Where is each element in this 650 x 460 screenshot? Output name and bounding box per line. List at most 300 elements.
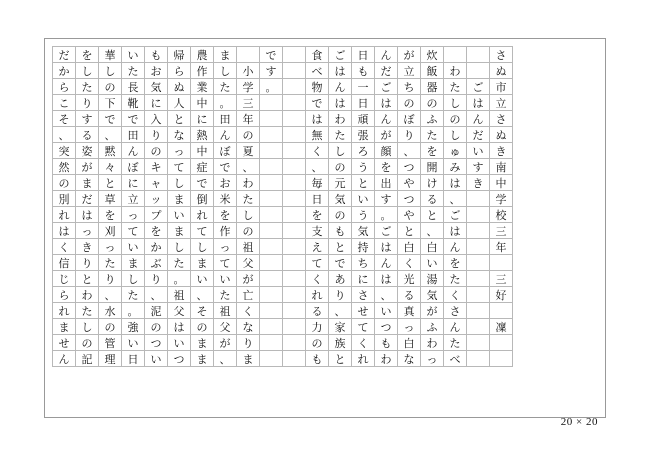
manuscript-cell[interactable]: っ [397,318,421,335]
manuscript-cell[interactable]: 亡 [236,286,260,303]
manuscript-cell[interactable]: の [190,318,214,335]
manuscript-cell[interactable]: 無 [305,126,329,143]
manuscript-cell[interactable] [466,222,490,239]
manuscript-cell[interactable] [466,254,490,271]
manuscript-cell[interactable]: て [305,254,329,271]
manuscript-cell[interactable]: た [443,334,467,351]
manuscript-cell[interactable]: そ [52,110,76,127]
manuscript-cell[interactable]: き [489,142,513,159]
manuscript-cell[interactable]: 祖 [236,238,260,255]
manuscript-cell[interactable]: ぬ [489,62,513,79]
manuscript-cell[interactable]: が [374,126,398,143]
manuscript-cell[interactable]: 年 [236,110,260,127]
manuscript-cell[interactable]: る [420,190,444,207]
manuscript-cell[interactable]: べ [443,350,467,367]
manuscript-cell[interactable]: す [259,62,283,79]
manuscript-cell[interactable]: 、 [397,142,421,159]
manuscript-cell[interactable] [259,206,283,223]
manuscript-cell[interactable]: 倒 [190,190,214,207]
manuscript-cell[interactable] [282,110,306,127]
manuscript-cell[interactable]: ぼ [397,110,421,127]
manuscript-cell[interactable]: 器 [420,78,444,95]
manuscript-cell[interactable]: 刈 [98,222,122,239]
manuscript-cell[interactable]: つ [167,350,191,367]
manuscript-cell[interactable]: て [213,254,237,271]
manuscript-cell[interactable]: 、 [213,350,237,367]
manuscript-cell[interactable]: 三 [489,270,513,287]
manuscript-cell[interactable]: く [236,302,260,319]
manuscript-cell[interactable]: 日 [351,94,375,111]
manuscript-cell[interactable]: 強 [121,318,145,335]
manuscript-cell[interactable] [282,334,306,351]
manuscript-cell[interactable]: な [167,126,191,143]
manuscript-cell[interactable] [259,190,283,207]
manuscript-cell[interactable]: と [328,350,352,367]
manuscript-cell[interactable]: や [397,206,421,223]
manuscript-cell[interactable]: い [351,190,375,207]
manuscript-cell[interactable]: で [121,110,145,127]
manuscript-cell[interactable]: た [443,270,467,287]
manuscript-cell[interactable]: ん [52,350,76,367]
manuscript-cell[interactable]: 族 [328,334,352,351]
manuscript-cell[interactable]: ふ [420,318,444,335]
manuscript-cell[interactable]: ッ [144,190,168,207]
manuscript-cell[interactable] [489,334,513,351]
manuscript-cell[interactable] [282,174,306,191]
manuscript-cell[interactable]: ご [374,222,398,239]
manuscript-cell[interactable]: ぼ [213,142,237,159]
manuscript-cell[interactable] [282,62,306,79]
manuscript-cell[interactable]: を [443,254,467,271]
manuscript-cell[interactable]: 。 [374,206,398,223]
manuscript-cell[interactable]: 父 [167,302,191,319]
manuscript-cell[interactable]: 、 [420,222,444,239]
manuscript-cell[interactable]: は [75,206,99,223]
manuscript-cell[interactable] [466,286,490,303]
manuscript-cell[interactable]: 水 [98,302,122,319]
manuscript-cell[interactable]: し [167,238,191,255]
manuscript-cell[interactable]: を [305,206,329,223]
manuscript-cell[interactable]: 泥 [144,302,168,319]
manuscript-cell[interactable]: で [213,158,237,175]
manuscript-cell[interactable]: せ [52,334,76,351]
manuscript-cell[interactable]: し [443,126,467,143]
manuscript-cell[interactable]: で [305,94,329,111]
manuscript-cell[interactable]: は [443,222,467,239]
manuscript-cell[interactable]: い [121,334,145,351]
manuscript-cell[interactable]: 白 [397,238,421,255]
manuscript-cell[interactable] [282,350,306,367]
manuscript-cell[interactable]: つ [144,334,168,351]
manuscript-cell[interactable]: く [397,254,421,271]
manuscript-cell[interactable]: の [144,318,168,335]
manuscript-cell[interactable]: 中 [190,94,214,111]
manuscript-cell[interactable]: ま [167,222,191,239]
manuscript-cell[interactable]: 、 [144,286,168,303]
manuscript-cell[interactable]: だ [52,46,76,63]
manuscript-cell[interactable]: の [75,334,99,351]
manuscript-cell[interactable]: 突 [52,142,76,159]
manuscript-cell[interactable]: 張 [351,126,375,143]
manuscript-cell[interactable]: く [443,286,467,303]
manuscript-cell[interactable]: 日 [351,46,375,63]
manuscript-cell[interactable]: は [52,222,76,239]
manuscript-cell[interactable]: 草 [98,190,122,207]
manuscript-cell[interactable]: は [374,94,398,111]
manuscript-cell[interactable]: も [144,46,168,63]
manuscript-cell[interactable]: ご [328,46,352,63]
manuscript-cell[interactable]: う [351,158,375,175]
manuscript-cell[interactable]: で [328,254,352,271]
manuscript-cell[interactable]: の [98,318,122,335]
manuscript-cell[interactable]: 父 [213,318,237,335]
manuscript-cell[interactable] [282,254,306,271]
manuscript-cell[interactable]: し [98,62,122,79]
manuscript-cell[interactable]: 靴 [121,94,145,111]
manuscript-cell[interactable]: は [374,270,398,287]
manuscript-cell[interactable]: わ [374,350,398,367]
manuscript-cell[interactable]: だ [374,62,398,79]
manuscript-cell[interactable] [282,318,306,335]
manuscript-cell[interactable]: ん [466,110,490,127]
manuscript-cell[interactable]: り [75,94,99,111]
manuscript-cell[interactable]: く [305,142,329,159]
manuscript-cell[interactable]: 理 [98,350,122,367]
manuscript-cell[interactable]: が [397,46,421,63]
manuscript-cell[interactable]: と [98,174,122,191]
manuscript-cell[interactable]: も [351,62,375,79]
manuscript-cell[interactable] [259,270,283,287]
manuscript-cell[interactable] [259,350,283,367]
manuscript-cell[interactable]: も [328,222,352,239]
manuscript-cell[interactable]: 頑 [351,110,375,127]
manuscript-cell[interactable]: し [213,62,237,79]
manuscript-cell[interactable]: し [190,238,214,255]
manuscript-cell[interactable] [466,318,490,335]
manuscript-cell[interactable]: 。 [121,302,145,319]
manuscript-cell[interactable]: 。 [259,78,283,95]
manuscript-cell[interactable]: 支 [305,222,329,239]
manuscript-cell[interactable] [282,222,306,239]
manuscript-cell[interactable]: た [236,190,260,207]
manuscript-cell[interactable]: に [121,174,145,191]
manuscript-cell[interactable]: 炊 [420,46,444,63]
manuscript-cell[interactable]: が [420,302,444,319]
manuscript-cell[interactable]: は [466,94,490,111]
manuscript-cell[interactable]: 白 [420,238,444,255]
manuscript-cell[interactable]: ん [374,110,398,127]
manuscript-cell[interactable]: し [75,318,99,335]
manuscript-cell[interactable] [466,238,490,255]
manuscript-cell[interactable] [466,302,490,319]
manuscript-cell[interactable]: 立 [489,94,513,111]
manuscript-cell[interactable] [466,206,490,223]
manuscript-cell[interactable]: 。 [213,94,237,111]
manuscript-cell[interactable]: 、 [98,286,122,303]
manuscript-cell[interactable]: っ [213,238,237,255]
manuscript-cell[interactable]: き [75,238,99,255]
manuscript-cell[interactable]: っ [75,222,99,239]
manuscript-cell[interactable]: し [167,174,191,191]
manuscript-cell[interactable]: ん [374,254,398,271]
manuscript-cell[interactable]: れ [52,302,76,319]
manuscript-cell[interactable]: 入 [144,110,168,127]
manuscript-cell[interactable]: 好 [489,286,513,303]
manuscript-cell[interactable]: 元 [328,174,352,191]
manuscript-cell[interactable]: ゅ [443,142,467,159]
manuscript-cell[interactable]: わ [328,110,352,127]
manuscript-cell[interactable] [259,238,283,255]
manuscript-cell[interactable]: 症 [190,158,214,175]
manuscript-cell[interactable]: 開 [420,158,444,175]
manuscript-cell[interactable]: か [144,238,168,255]
manuscript-cell[interactable]: と [328,238,352,255]
manuscript-cell[interactable]: 祖 [213,302,237,319]
manuscript-cell[interactable] [282,238,306,255]
manuscript-cell[interactable] [259,222,283,239]
manuscript-cell[interactable]: ら [52,78,76,95]
manuscript-cell[interactable]: な [236,318,260,335]
manuscript-cell[interactable] [466,270,490,287]
manuscript-cell[interactable]: ま [190,334,214,351]
manuscript-cell[interactable]: ま [167,190,191,207]
manuscript-cell[interactable]: し [328,142,352,159]
manuscript-cell[interactable]: れ [190,206,214,223]
manuscript-cell[interactable]: 、 [443,190,467,207]
manuscript-cell[interactable]: の [52,174,76,191]
manuscript-cell[interactable]: の [305,334,329,351]
manuscript-cell[interactable] [259,126,283,143]
manuscript-cell[interactable]: く [52,238,76,255]
manuscript-cell[interactable]: ふ [420,110,444,127]
manuscript-cell[interactable]: も [305,350,329,367]
manuscript-cell[interactable]: 、 [52,126,76,143]
manuscript-cell[interactable]: 長 [121,78,145,95]
manuscript-cell[interactable]: っ [121,206,145,223]
manuscript-cell[interactable]: 熱 [190,126,214,143]
manuscript-cell[interactable] [282,206,306,223]
manuscript-cell[interactable]: 帰 [167,46,191,63]
manuscript-cell[interactable]: た [213,286,237,303]
manuscript-cell[interactable]: 飯 [420,62,444,79]
manuscript-cell[interactable]: 物 [305,78,329,95]
manuscript-cell[interactable]: 南 [489,158,513,175]
manuscript-cell[interactable]: で [190,174,214,191]
manuscript-cell[interactable]: と [167,110,191,127]
manuscript-cell[interactable] [259,318,283,335]
manuscript-cell[interactable]: さ [489,46,513,63]
manuscript-cell[interactable]: 。 [167,270,191,287]
manuscript-cell[interactable]: つ [374,318,398,335]
manuscript-cell[interactable]: 、 [305,158,329,175]
manuscript-cell[interactable]: い [167,206,191,223]
manuscript-cell[interactable]: 凜 [489,318,513,335]
manuscript-cell[interactable]: と [351,174,375,191]
manuscript-cell[interactable]: 下 [98,94,122,111]
manuscript-cell[interactable]: 力 [305,318,329,335]
manuscript-cell[interactable]: わ [75,286,99,303]
manuscript-cell[interactable]: 、 [236,158,260,175]
manuscript-cell[interactable]: た [443,78,467,95]
manuscript-cell[interactable]: ら [52,286,76,303]
manuscript-cell[interactable]: 日 [305,190,329,207]
manuscript-cell[interactable]: 、 [328,302,352,319]
manuscript-cell[interactable] [466,62,490,79]
manuscript-cell[interactable]: か [52,62,76,79]
manuscript-cell[interactable]: べ [305,62,329,79]
manuscript-cell[interactable]: 夏 [236,142,260,159]
manuscript-cell[interactable] [259,254,283,271]
manuscript-cell[interactable]: で [259,46,283,63]
manuscript-cell[interactable]: を [420,142,444,159]
manuscript-cell[interactable]: と [397,222,421,239]
manuscript-cell[interactable]: れ [305,286,329,303]
manuscript-cell[interactable]: 別 [52,190,76,207]
manuscript-cell[interactable]: つ [397,158,421,175]
manuscript-cell[interactable] [259,142,283,159]
manuscript-cell[interactable]: れ [52,206,76,223]
manuscript-cell[interactable]: は [328,94,352,111]
manuscript-cell[interactable]: 気 [420,286,444,303]
manuscript-cell[interactable]: っ [167,142,191,159]
manuscript-cell[interactable]: 三 [236,94,260,111]
manuscript-cell[interactable]: と [420,206,444,223]
manuscript-cell[interactable]: 市 [489,78,513,95]
manuscript-cell[interactable]: え [305,238,329,255]
manuscript-cell[interactable]: 、 [190,286,214,303]
manuscript-cell[interactable]: る [397,286,421,303]
manuscript-cell[interactable]: て [167,158,191,175]
manuscript-cell[interactable]: し [121,270,145,287]
manuscript-cell[interactable]: 田 [121,126,145,143]
manuscript-cell[interactable]: る [305,302,329,319]
manuscript-cell[interactable]: 出 [374,174,398,191]
manuscript-cell[interactable]: て [121,222,145,239]
manuscript-cell[interactable] [259,158,283,175]
manuscript-cell[interactable]: な [397,350,421,367]
manuscript-cell[interactable]: の [397,94,421,111]
manuscript-cell[interactable]: く [305,270,329,287]
manuscript-cell[interactable]: て [190,222,214,239]
manuscript-cell[interactable]: ご [443,206,467,223]
manuscript-cell[interactable]: た [167,254,191,271]
manuscript-cell[interactable]: だ [466,126,490,143]
manuscript-cell[interactable]: は [328,62,352,79]
manuscript-cell[interactable] [282,158,306,175]
manuscript-cell[interactable]: そ [190,302,214,319]
manuscript-cell[interactable]: を [374,158,398,175]
manuscript-cell[interactable]: を [75,46,99,63]
manuscript-cell[interactable]: て [351,318,375,335]
manuscript-cell[interactable]: こ [52,94,76,111]
manuscript-cell[interactable]: 小 [236,62,260,79]
manuscript-cell[interactable]: 中 [489,174,513,191]
manuscript-cell[interactable]: ん [443,318,467,335]
manuscript-cell[interactable]: ん [213,126,237,143]
manuscript-cell[interactable]: 管 [98,334,122,351]
manuscript-cell[interactable]: は [167,318,191,335]
manuscript-cell[interactable]: ん [443,238,467,255]
manuscript-cell[interactable]: た [98,254,122,271]
manuscript-cell[interactable]: に [351,270,375,287]
manuscript-cell[interactable]: い [167,334,191,351]
manuscript-cell[interactable]: し [75,62,99,79]
manuscript-cell[interactable]: く [351,334,375,351]
manuscript-cell[interactable] [282,94,306,111]
manuscript-cell[interactable]: た [420,126,444,143]
manuscript-cell[interactable]: 祖 [167,286,191,303]
manuscript-cell[interactable]: ん [374,46,398,63]
manuscript-cell[interactable]: の [144,142,168,159]
manuscript-cell[interactable]: り [397,126,421,143]
manuscript-cell[interactable]: ま [236,350,260,367]
manuscript-cell[interactable]: 、 [374,286,398,303]
manuscript-cell[interactable]: わ [443,62,467,79]
manuscript-cell[interactable] [259,286,283,303]
manuscript-cell[interactable]: が [236,270,260,287]
manuscript-cell[interactable]: 農 [190,46,214,63]
manuscript-cell[interactable]: 記 [75,350,99,367]
manuscript-cell[interactable]: せ [351,302,375,319]
manuscript-cell[interactable]: 姿 [75,142,99,159]
manuscript-cell[interactable]: 三 [489,222,513,239]
manuscript-cell[interactable]: 学 [489,190,513,207]
manuscript-cell[interactable] [259,110,283,127]
manuscript-cell[interactable]: ぬ [489,126,513,143]
manuscript-cell[interactable]: い [121,46,145,63]
manuscript-cell[interactable]: り [75,254,99,271]
manuscript-cell[interactable]: ま [75,174,99,191]
manuscript-cell[interactable]: し [236,206,260,223]
manuscript-cell[interactable]: き [466,174,490,191]
manuscript-cell[interactable]: ャ [144,174,168,191]
manuscript-cell[interactable]: お [213,174,237,191]
manuscript-cell[interactable]: い [466,142,490,159]
manuscript-cell[interactable]: 立 [397,62,421,79]
manuscript-cell[interactable]: を [144,222,168,239]
manuscript-cell[interactable]: い [374,302,398,319]
manuscript-cell[interactable]: ま [213,46,237,63]
manuscript-cell[interactable]: い [190,270,214,287]
manuscript-cell[interactable]: う [351,206,375,223]
manuscript-cell[interactable]: の [420,94,444,111]
manuscript-cell[interactable]: 顔 [374,142,398,159]
manuscript-cell[interactable]: つ [397,190,421,207]
manuscript-cell[interactable] [259,174,283,191]
manuscript-cell[interactable] [466,350,490,367]
manuscript-cell[interactable]: っ [98,238,122,255]
manuscript-cell[interactable]: 気 [144,78,168,95]
manuscript-cell[interactable] [282,126,306,143]
manuscript-cell[interactable]: 業 [190,78,214,95]
manuscript-cell[interactable]: す [75,110,99,127]
manuscript-cell[interactable]: 真 [397,302,421,319]
manuscript-cell[interactable]: 米 [213,190,237,207]
manuscript-cell[interactable] [489,350,513,367]
manuscript-cell[interactable]: わ [236,174,260,191]
manuscript-cell[interactable]: 食 [305,46,329,63]
manuscript-cell[interactable]: ち [351,254,375,271]
manuscript-cell[interactable]: わ [420,334,444,351]
manuscript-cell[interactable]: プ [144,206,168,223]
manuscript-cell[interactable]: あ [328,270,352,287]
manuscript-cell[interactable]: 家 [328,318,352,335]
manuscript-cell[interactable]: の [98,78,122,95]
manuscript-cell[interactable]: 、 [98,126,122,143]
manuscript-cell[interactable] [466,190,490,207]
manuscript-cell[interactable]: や [397,174,421,191]
manuscript-cell[interactable] [282,286,306,303]
